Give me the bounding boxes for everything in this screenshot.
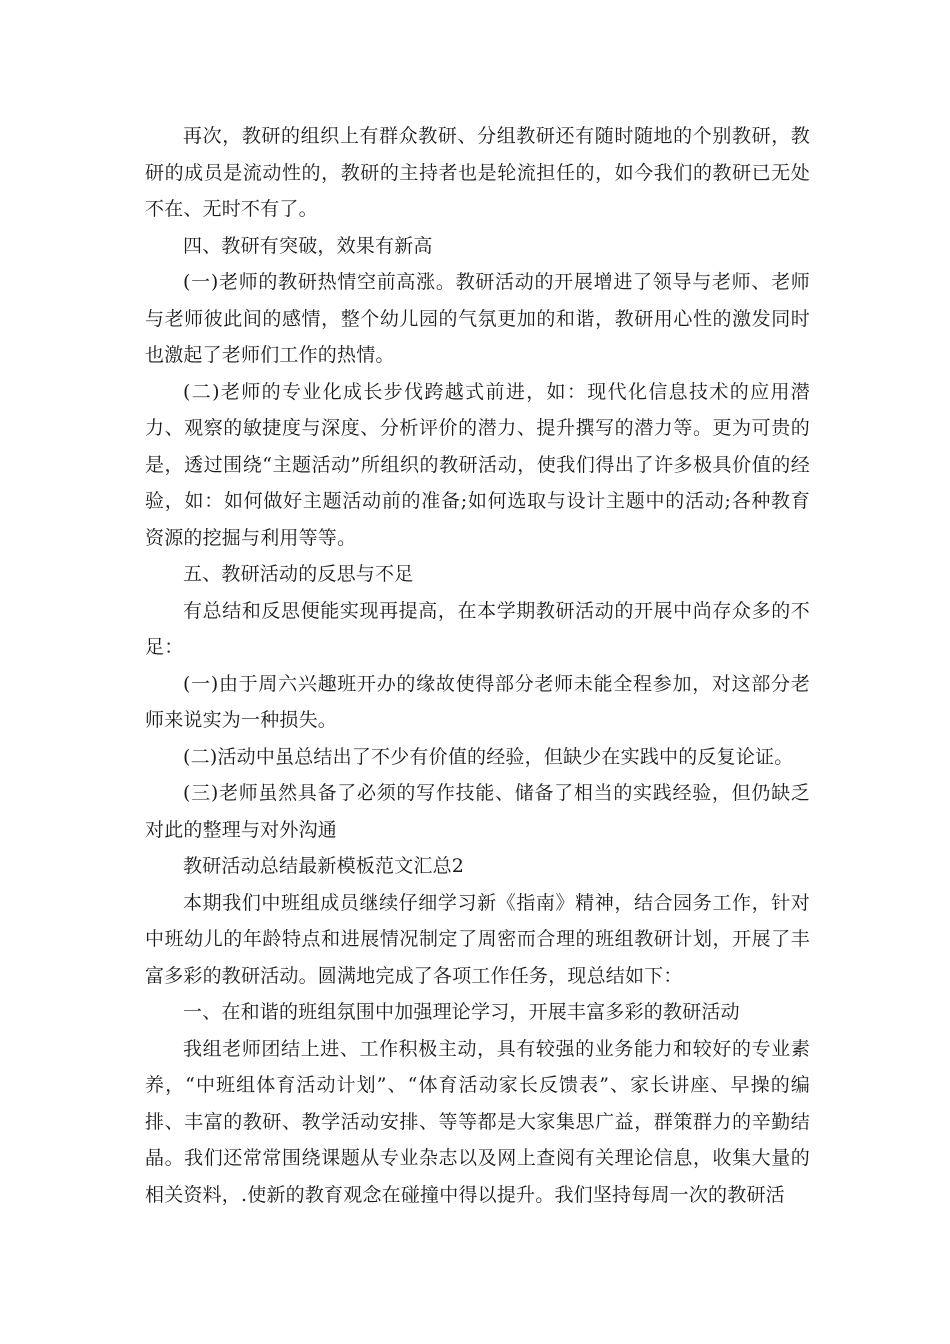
paragraph: (一)老师的教研热情空前高涨。教研活动的开展增进了领导与老师、老师与老师彼此间的感情，整个幼儿园的气氛更加的和谐，教研用心性的激发同时也激起了老师们工作的热情。 bbox=[145, 271, 810, 366]
section-heading: 一、在和谐的班组氛围中加强理论学习，开展丰富多彩的教研活动 bbox=[183, 1001, 740, 1023]
paragraph: 再次，教研的组织上有群众教研、分组教研还有随时随地的个别教研，教研的成员是流动性的，教研的主持者也是轮流担任的，如今我们的教研已无处不在、无时不有了。 bbox=[145, 125, 810, 220]
paragraph: (一)由于周六兴趣班开办的缘故使得部分老师未能全程参加，对这部分老师来说实为一种损失。 bbox=[145, 672, 810, 731]
paragraph: (二)活动中虽总结出了不少有价值的经验，但缺少在实践中的反复论证。 bbox=[183, 745, 794, 768]
paragraph: 我组老师团结上进、工作积极主动，具有较强的业务能力和较好的专业素养，“中班组体育活动计划”、“体育活动家长反馈表”、家长讲座、早操的编排、丰富的教研、教学活动安排、等等都是大家集思广益，群策群力的辛勤结晶。我们还常常围绕课题从专业杂志以及网上查阅有关理论信息，收集大量的相关资料，.使新的教育观念在碰撞中得以提升。我们坚持每周一次的教研活 bbox=[145, 1037, 810, 1206]
document-body bbox=[145, 118, 810, 1213]
paragraph: (三)老师虽然具备了必须的写作技能、储备了相当的实践经验，但仍缺乏对此的整理与对外沟通 bbox=[145, 782, 810, 841]
paragraph: 有总结和反思便能实现再提高，在本学期教研活动的开展中尚存众多的不足： bbox=[145, 599, 810, 658]
document-subtitle: 教研活动总结最新模板范文汇总2 bbox=[183, 855, 465, 877]
paragraph: (二)老师的专业化成长步伐跨越式前进，如：现代化信息技术的应用潜力、观察的敏捷度与深度、分析评价的潜力、提升撰写的潜力等。更为可贵的是，透过围绕“主题活动”所组织的教研活动，使我们得出了许多极具价值的经验，如：如何做好主题活动前的准备;如何选取与设计主题中的活动;各种教育资源的挖掘与利用等等。 bbox=[145, 380, 810, 549]
section-heading: 四、教研有突破，效果有新高 bbox=[183, 234, 433, 257]
paragraph: 本期我们中班组成员继续仔细学习新《指南》精神，结合园务工作，针对中班幼儿的年龄特点和进展情况制定了周密而合理的班组教研计划，开展了丰富多彩的教研活动。圆满地完成了各项工作任务，现总结如下： bbox=[145, 891, 810, 987]
section-heading: 五、教研活动的反思与不足 bbox=[183, 563, 414, 585]
